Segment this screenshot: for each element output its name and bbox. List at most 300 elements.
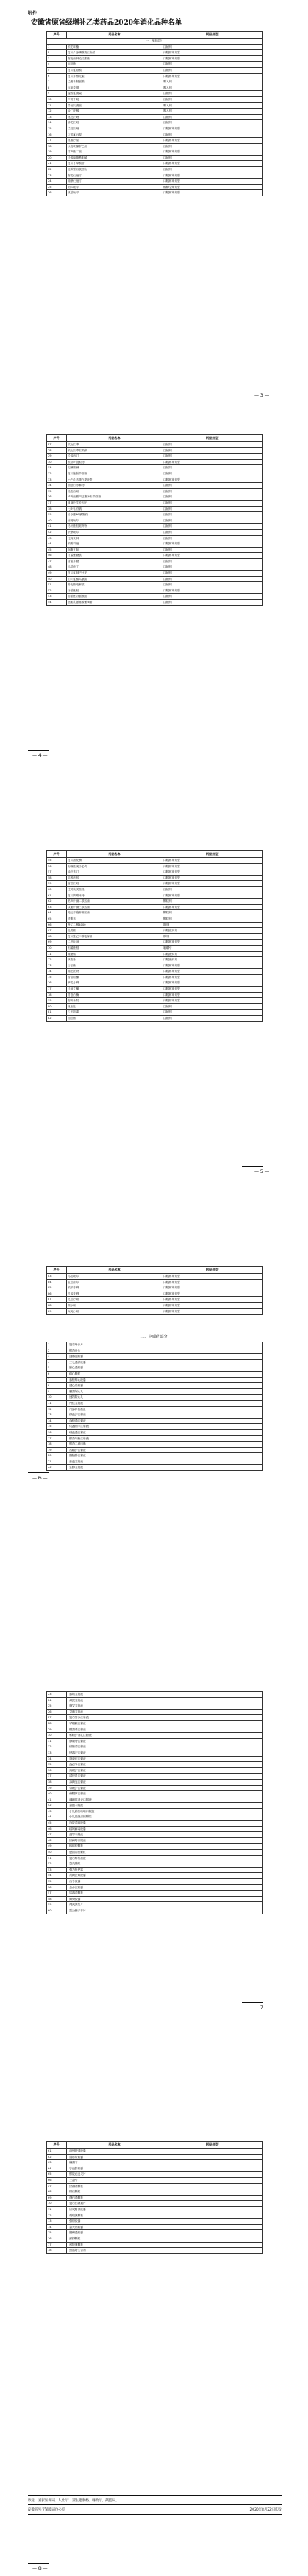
cell-drug-name: 依那普利 [67,1285,162,1291]
table-row [47,2236,263,2242]
cell-seq: 29 [47,454,67,460]
cell-seq: 56 [47,1884,67,1891]
cell-dosage-form: 口服常释剂型 [162,904,263,910]
table-row [47,963,263,969]
table-row [47,1785,263,1791]
cell-drug-name: 抗病毒口服液 [67,1837,263,1844]
cell-dosage-form: 注射剂 [162,494,263,501]
table-row [47,2183,263,2189]
page-2 [0,416,308,824]
cell-drug-name: 参麦注射液 [67,1459,263,1465]
table-row [47,875,263,881]
cell-seq: 37 [47,1774,67,1780]
cell-seq: 67 [47,928,67,934]
table-row [47,1867,263,1873]
cell-dosage-form: 注射剂 [162,454,263,460]
table-row [47,442,263,448]
cell-seq: 34 [47,1756,67,1762]
table-row [47,1465,263,1471]
table-row [47,2189,263,2196]
cell-drug-name: 复方阿嗪米特 [67,893,162,899]
cell-drug-name: 脑蛋白水解物 [67,483,162,489]
cell-seq: 77 [47,2242,67,2248]
cell-drug-name: 复方丹参磷酸钠注射液 [67,50,162,56]
page-number: — 5 — [254,1169,270,1174]
cell-seq: 45 [47,547,67,553]
cell-drug-name: 仙灵骨葆胶囊 [67,2206,162,2213]
cell-dosage-form: 注射剂 [162,91,263,97]
cell-seq: 49 [47,1844,67,1850]
cell-drug-name: 双歧杆菌三联活菌 [67,904,162,910]
table-row [47,869,263,876]
cell-seq: 4 [47,1359,67,1365]
folio-rule [28,750,49,751]
cell-seq: 83 [47,1274,67,1280]
cell-dosage-form: 注射剂 [162,500,263,506]
cell-drug-name: 复方丹参片 [67,1342,263,1348]
page-number: — 6 — [32,1476,48,1481]
table-row [47,1383,263,1389]
cell-seq: 62 [47,899,67,905]
cell-dosage-form: 口服常释剂型 [162,477,263,483]
cell-drug-name: 前列舒通胶囊 [67,2149,162,2155]
table-row [47,899,263,905]
cell-seq: 36 [47,494,67,501]
cell-seq: 28 [47,447,67,454]
table-row [47,120,263,126]
cell-seq: 64 [47,910,67,916]
page-4 [0,1248,308,1656]
cell-drug-name: 依达拉奉右莰醇 [67,447,162,454]
cell-dosage-form: 注射剂 [162,483,263,489]
cell-dosage-form: 吸入剂 [162,109,263,115]
cell-seq: 6 [47,1371,67,1377]
cell-seq: 42 [47,529,67,535]
cell-drug-name: 尤瑞克林 [67,535,162,541]
cell-drug-name: 宁泌泰胶囊 [67,2166,162,2172]
footer-rule-mid [28,2504,282,2505]
cell-dosage-form: 口服常释剂型 [162,553,263,559]
table-row [47,1779,263,1785]
cell-seq: 24 [47,179,67,185]
cell-dosage-form: 注射剂 [162,155,263,161]
col-seq-header: 序号 [47,851,67,858]
cell-seq: 8 [47,85,67,91]
cell-dosage-form: 注射剂 [162,564,263,571]
table-row [47,126,263,132]
cell-seq: 80 [47,1003,67,1010]
cell-seq: 48 [47,1837,67,1844]
cell-drug-name: 金水宝胶囊 [67,1884,263,1891]
table-row [47,459,263,465]
table-row [47,916,263,922]
cell-seq: 58 [47,875,67,881]
tcm-table-page-6 [46,2141,263,2254]
cell-seq: 32 [47,1744,67,1750]
cell-drug-name: 复方氨林巴比妥 [67,571,162,577]
cell-drug-name: 喜炎平注射液 [67,1756,263,1762]
col-name-header: 药品名称 [67,32,162,39]
cell-drug-name: 癃清片 [67,2160,162,2166]
table-row [47,1797,263,1803]
cell-dosage-form: 注射剂 [162,518,263,524]
cell-dosage-form: 注射剂 [162,576,263,582]
table-row [47,1447,263,1453]
cell-drug-name: 雷公藤多苷片 [67,1908,263,1914]
cell-seq: 38 [47,1779,67,1785]
table-row [47,454,263,460]
col-form-header: 药品剂型 [162,435,263,442]
table-row [47,1412,263,1419]
table-row [47,184,263,190]
cell-seq: 43 [47,1808,67,1814]
cell-drug-name: 转化糖电解质 [67,582,162,588]
table-row [47,1692,263,1698]
cell-seq: 85 [47,1285,67,1291]
table-row [47,910,263,916]
cell-dosage-form: 注射剂 [162,582,263,588]
table-row [47,564,263,571]
cell-seq: 40 [47,518,67,524]
cell-dosage-form: 口服常释剂型 [162,881,263,887]
cell-drug-name: 血塞通胶囊 [67,1354,263,1360]
cell-drug-name: 生长抑素 [67,1010,162,1016]
cell-drug-name: 小儿豉翘清热颗粒 [67,1814,263,1821]
cell-dosage-form: 颗粒剂 [162,899,263,905]
cell-drug-name: 多潘立酮 [67,987,162,993]
cell-seq: 41 [47,524,67,530]
table-row [47,109,263,115]
cell-dosage-form: 口服常释剂型 [162,173,263,179]
cell-drug-name: 聚乙二醇4000 [67,922,162,928]
table-row [47,1371,263,1377]
table-row [47,1750,263,1756]
cell-seq: 25 [47,184,67,190]
table-row [47,886,263,893]
cell-drug-name: 阿嗪米特 [67,998,162,1004]
cell-drug-name: 康复新 [67,957,162,963]
table-row [47,2160,263,2166]
cell-seq: 54 [47,600,67,606]
section-heading-tcm: 二、中成药部分 [140,1335,168,1339]
cell-seq: 45 [47,1821,67,1827]
drug-table-page-3 [46,850,263,1022]
table-row [47,1297,263,1303]
cell-drug-name: 舒血宁注射液 [67,1412,263,1419]
cell-dosage-form: 口服常释剂型 [162,190,263,196]
cell-seq: 7 [47,79,67,85]
cell-dosage-form: 口服常释剂型 [162,1279,263,1285]
cell-drug-name: 盐酸氨溴索 [67,91,162,97]
cell-drug-name: 百令胶囊 [67,1879,263,1885]
cell-drug-name: 瑞巴派特 [67,969,162,975]
table-row [47,547,263,553]
table-row [47,1308,263,1315]
cell-drug-name: 银杏二萜内酯 [67,1442,263,1448]
cell-drug-name: 复方石淋通片 [67,2201,162,2207]
table-row [47,447,263,454]
drug-table-page-2 [46,434,263,606]
cell-drug-name: 甘露聚糖肽 [67,553,162,559]
cell-seq: 55 [47,858,67,864]
cell-drug-name: 沙丁胺醇 [67,109,162,115]
drug-table-page-4 [46,1266,263,1315]
cell-drug-name: 银花泌炎灵片 [67,2172,162,2178]
table-row [47,980,263,987]
col-seq-header: 序号 [47,32,67,39]
cell-seq: 9 [47,91,67,97]
table-row [47,1291,263,1297]
cell-dosage-form: 口服常释剂型 [162,161,263,167]
cell-drug-name: 鱼腥草注射液 [67,1791,263,1797]
cell-seq: 4 [47,62,67,68]
table-row [47,1424,263,1430]
table-row [47,179,263,185]
cell-drug-name: 强力枇杷露 [67,1867,263,1873]
cell-dosage-form: 颗粒剂 [162,910,263,916]
table-row [47,167,263,173]
cell-drug-name: 甘草酸二铵 [67,149,162,156]
cell-drug-name: 替普瑞酮 [67,974,162,980]
table-row [47,1756,263,1762]
cell-drug-name: 丙氨酰谷氨酰胺 [67,594,162,600]
cell-seq: 20 [47,155,67,161]
cell-drug-name: 苏黄止咳胶囊 [67,1873,263,1879]
table-row [47,1808,263,1814]
cell-seq: 17 [47,138,67,144]
cell-dosage-form: 口服常释剂型 [162,858,263,864]
col-name-header: 药品名称 [67,1267,162,1274]
cell-dosage-form: 注射剂 [162,120,263,126]
table-row [47,67,263,73]
table-row [47,1709,263,1715]
cell-drug-name: 甲氧苄啶 [67,96,162,102]
cell-drug-name: 乳果糖 [67,928,162,934]
table-row [47,2213,263,2219]
cell-seq: 68 [47,933,67,940]
table-row [47,1844,263,1850]
table-row [47,1850,263,1856]
cell-dosage-form: 注射剂 [162,1016,263,1022]
cell-seq: 19 [47,1447,67,1453]
cell-dosage-form [162,2242,263,2248]
page-3 [0,832,308,1240]
cell-drug-name: 乌司他丁 [67,564,162,571]
cell-seq: 75 [47,974,67,980]
cell-dosage-form: 口服常释剂型 [162,863,263,869]
cell-drug-name: 三七通舒胶囊 [67,1359,263,1365]
table-row [47,1762,263,1768]
cell-seq: 2 [47,50,67,56]
cell-drug-name: 板蓝根颗粒 [67,1844,263,1850]
cell-drug-name: 通心络胶囊 [67,1383,263,1389]
cell-drug-name: 热淋清颗粒 [67,2183,162,2189]
cell-drug-name: 贝那普利 [67,1291,162,1297]
cell-dosage-form [162,2177,263,2183]
table-row [47,1861,263,1868]
cell-drug-name: 复方氨基酸 [67,67,162,73]
cell-drug-name: 颈复康颗粒 [67,2242,162,2248]
table-row [47,582,263,588]
footer-rule-bottom [28,2514,282,2515]
cell-drug-name: 拉贝洛尔 [67,1279,162,1285]
cell-drug-name: 感冒清热颗粒 [67,1850,263,1856]
table-row [47,1459,263,1465]
cell-drug-name: 热毒宁注射液 [67,1750,263,1756]
cell-dosage-form [162,2236,263,2242]
cell-seq: 39 [47,1785,67,1791]
table-row [47,928,263,934]
table-row [47,1720,263,1727]
cell-drug-name: 香菇多糖 [67,558,162,564]
cell-seq: 5 [47,67,67,73]
table-row [47,576,263,582]
table-row [47,114,263,120]
cell-dosage-form: 口服常释剂型 [162,1302,263,1308]
cell-drug-name: 小牛血去蛋白提取物 [67,477,162,483]
cell-seq: 14 [47,1418,67,1424]
cell-drug-name: 泮托拉唑 [67,120,162,126]
cell-dosage-form [162,2183,263,2189]
cell-drug-name: 复方聚乙二醇电解质 [67,933,162,940]
cell-drug-name: 黄葵胶囊 [67,1896,263,1902]
cell-drug-name: 蒲地蓝消炎口服液 [67,1797,263,1803]
cell-dosage-form: 注射剂 [162,524,263,530]
table-row [47,1896,263,1902]
table-row [47,85,263,91]
table-row [47,2242,263,2248]
table-row [47,1453,263,1459]
cell-seq: 82 [47,1016,67,1022]
cell-seq: 15 [47,126,67,132]
page-6 [0,2079,308,2576]
table-row [47,102,263,109]
cell-seq: 61 [47,893,67,899]
cell-dosage-form: 注射剂 [162,558,263,564]
cell-drug-name: 七叶皂苷钠 [67,506,162,512]
cell-seq: 57 [47,869,67,876]
cell-seq: 13 [47,1412,67,1419]
cell-seq: 61 [47,2149,67,2155]
cell-seq: 18 [47,1442,67,1448]
cell-seq: 35 [47,1762,67,1768]
cell-dosage-form [162,2230,263,2236]
cell-drug-name: 坎地沙坦 [67,1308,162,1315]
cell-seq: 51 [47,582,67,588]
cell-drug-name: 痰热清注射液 [67,1744,263,1750]
cell-seq: 27 [47,1715,67,1721]
cell-seq: 31 [47,465,67,471]
table-row [47,190,263,196]
tcm-table-page-5 [46,1691,263,1914]
cell-seq: 7 [47,1377,67,1383]
table-row [47,969,263,975]
table-row [47,541,263,548]
table-row [47,1855,263,1861]
cell-seq: 60 [47,886,67,893]
table-row [47,1285,263,1291]
cell-drug-name: 华蟾素注射液 [67,1720,263,1727]
cell-dosage-form: 注射剂 [162,143,263,149]
cell-drug-name: 急支糖浆 [67,1861,263,1868]
cell-dosage-form: 咀嚼片 [162,945,263,951]
cell-drug-name: 疏风解毒胶囊 [67,1826,263,1832]
footer-date: 2020年8月22日印发 [249,2508,282,2512]
cell-dosage-form: 注射剂 [162,67,263,73]
cell-dosage-form: 口服常释剂型 [162,1291,263,1297]
page-number: — 4 — [32,753,48,759]
table-row [47,494,263,501]
page-number: — 8 — [32,2566,48,2571]
cell-dosage-form: 颗粒剂 [162,916,263,922]
table-row [47,1738,263,1744]
cell-dosage-form [162,2149,263,2155]
cell-dosage-form [162,2206,263,2213]
table-row [47,998,263,1004]
cell-seq: 66 [47,2177,67,2183]
cell-seq: 47 [47,1832,67,1838]
table-row [47,2230,263,2236]
folio-rule [242,1166,263,1167]
table-row [47,1354,263,1360]
cell-drug-name: 康艾注射液 [67,1703,263,1710]
cell-drug-name: 蒙脱石 [67,916,162,922]
cell-drug-name: 铝碳酸镁 [67,945,162,951]
table-row [47,79,263,85]
cell-drug-name: 乌拉地尔 [67,1274,162,1280]
cell-drug-name: 硝苯地平 [67,184,162,190]
section-heading-chem: 一、西药部分 [47,39,263,45]
cell-seq: 40 [47,1791,67,1797]
cell-drug-name: 小儿肺热咳喘口服液 [67,1808,263,1814]
cell-seq: 23 [47,173,67,179]
table-row [47,143,263,149]
cell-seq: 26 [47,1709,67,1715]
table-row [47,155,263,161]
cell-drug-name: 阿莫西林克拉维酸 [67,55,162,62]
table-row [47,50,263,56]
cell-drug-name: 黄芪注射液 [67,1697,263,1703]
cell-seq: 64 [47,2166,67,2172]
cell-seq: 79 [47,998,67,1004]
cell-drug-name: 厄贝沙坦 [67,1297,162,1303]
table-row [47,1442,263,1448]
table-row [47,600,263,606]
table-row [47,957,263,963]
table-row [47,1879,263,1885]
table-row [47,1377,263,1383]
table-row [47,1003,263,1010]
cell-drug-name: 阿托伐他汀 [67,173,162,179]
cell-dosage-form: 口服常释剂型 [162,893,263,899]
cell-dosage-form [162,2224,263,2230]
cell-seq: 22 [47,1465,67,1471]
document-title: 安徽省原省级增补乙类药品2020年消化品种名单 [31,19,182,27]
cell-drug-name: 加贝酯 [67,1016,162,1022]
cell-seq: 81 [47,1010,67,1016]
col-form-header: 药品剂型 [162,851,263,858]
cell-drug-name: 金天格胶囊 [67,2224,162,2230]
table-header [47,32,263,39]
cell-dosage-form: 注射剂 [162,96,263,102]
table-row [47,1733,263,1739]
table-row [47,138,263,144]
cell-seq: 28 [47,1720,67,1727]
cell-seq: 29 [47,1727,67,1733]
table-row [47,529,263,535]
table-row [47,500,263,506]
table-row [47,1744,263,1750]
